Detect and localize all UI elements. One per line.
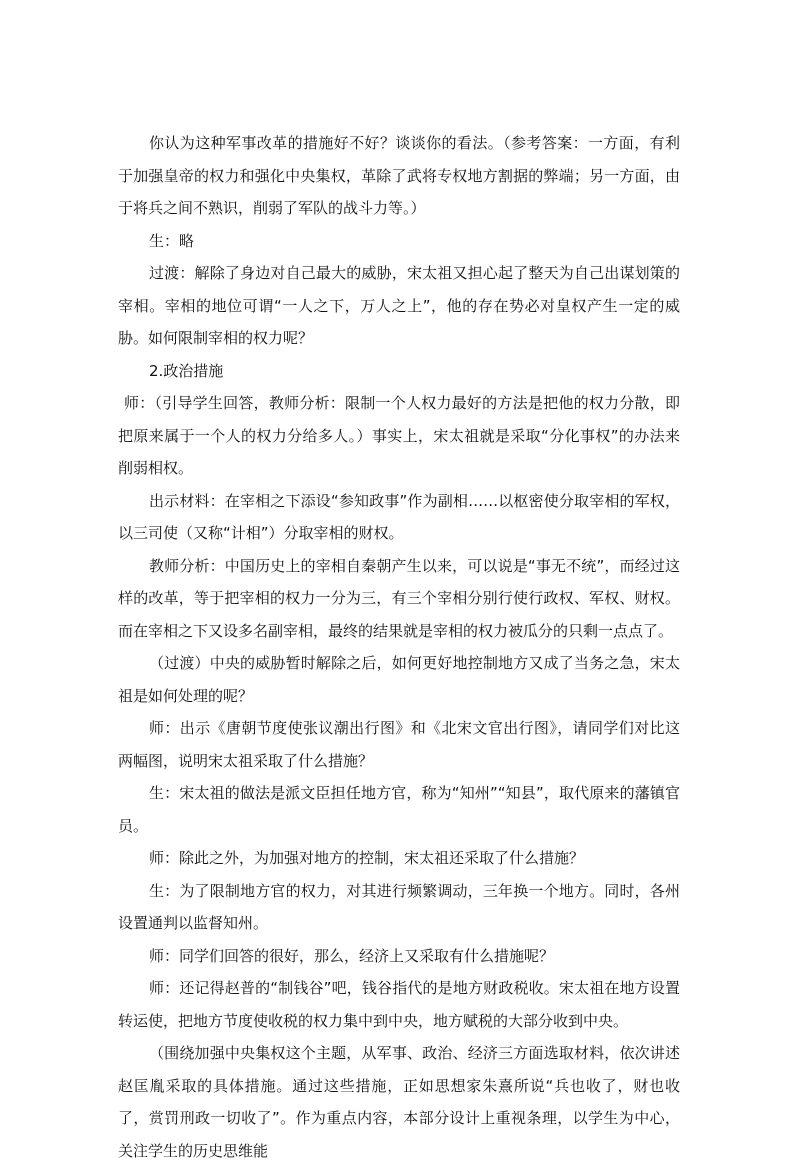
paragraph-transition-chancellor: 过渡：解除了身边对自己最大的威胁，宋太祖又担心起了整天为自己出谋划策的宰相。宰相的地位可谓“一人之下，万人之上”，他的存在势必对皇权产生一定的威胁。如何限制宰相的权力呢？: [118, 264, 680, 347]
paragraph-teacher-analysis-power: 师：（引导学生回答，教师分析：限制一个人权力最好的方法是把他的权力分散，即把原来属于一个人的权力分给多人。）事实上，宋太祖就是采取“分化事权”的办法来削弱相权。: [118, 394, 680, 477]
paragraph-teacher-question-economy: 师：同学们回答的很好，那么，经济上又采取有什么措施呢？: [149, 946, 555, 965]
paragraph-transition-local: （过渡）中央的威胁暂时解除之后，如何更好地控制地方又成了当务之急，宋太祖是如何处理的呢？: [118, 654, 680, 705]
paragraph-teacher-images: 师：出示《唐朝节度使张议潮出行图》和《北宋文官出行图》，请同学们对比这两幅图，说明宋太祖采取了什么措施？: [118, 719, 680, 770]
paragraph-material-shown: 出示材料：在宰相之下添设“参知政事”作为副相……以枢密使分取宰相的军权，以三司使（又称“计相”）分取宰相的财权。: [118, 491, 680, 542]
paragraph-student-reply-3: 生：为了限制地方官的权力，对其进行频繁调动，三年换一个地方。同时，各州设置通判以监督知州。: [118, 881, 680, 932]
paragraph-teacher-economy: 师：还记得赵普的“制钱谷”吧，钱谷指代的是地方财政税收。宋太祖在地方设置转运使，把地方节度使收税的权力集中到中央，地方赋税的大部分收到中央。: [118, 979, 680, 1030]
paragraph-student-reply-2: 生：宋太祖的做法是派文臣担任地方官，称为“知州”“知县”，取代原来的藩镇官员。: [118, 784, 680, 835]
paragraph-teacher-analysis-chancellor: 教师分析：中国历史上的宰相自秦朝产生以来，可以说是“事无不统”，而经过这样的改革，等于把宰相的权力一分为三，有三个宰相分别行使行政权、军权、财权。而在宰相之下又设多名副宰相，最终的结果就是宰相的权力被瓜分的只剩一点点了。: [118, 556, 680, 640]
paragraph-design-note: （围绕加强中央集权这个主题，从军事、政治、经济三方面选取材料，依次讲述赵匡胤采取的具体措施。通过这些措施，正如思想家朱熹所说“兵也收了，财也收了，赏罚刑政一切收了”。作为重点内容，本部分设计上重视条理，以学生为中心，关注学生的历史思维能: [118, 1044, 680, 1160]
paragraph-student-reply-1: 生：略: [149, 231, 195, 250]
paragraph-teacher-question-local: 师：除此之外，为加强对地方的控制，宋太祖还采取了什么措施？: [149, 849, 585, 867]
paragraph-military-reform-question: 你认为这种军事改革的措施好不好？谈谈你的看法。（参考答案：一方面，有利于加强皇帝的权力和强化中央集权，革除了武将专权地方割据的弊端；另一方面，由于将兵之间不熟识，削弱了军队的战斗力等。）: [118, 134, 680, 217]
document-body: [118, 127, 680, 1167]
section-heading-political-measures: 2.政治措施: [149, 361, 224, 380]
